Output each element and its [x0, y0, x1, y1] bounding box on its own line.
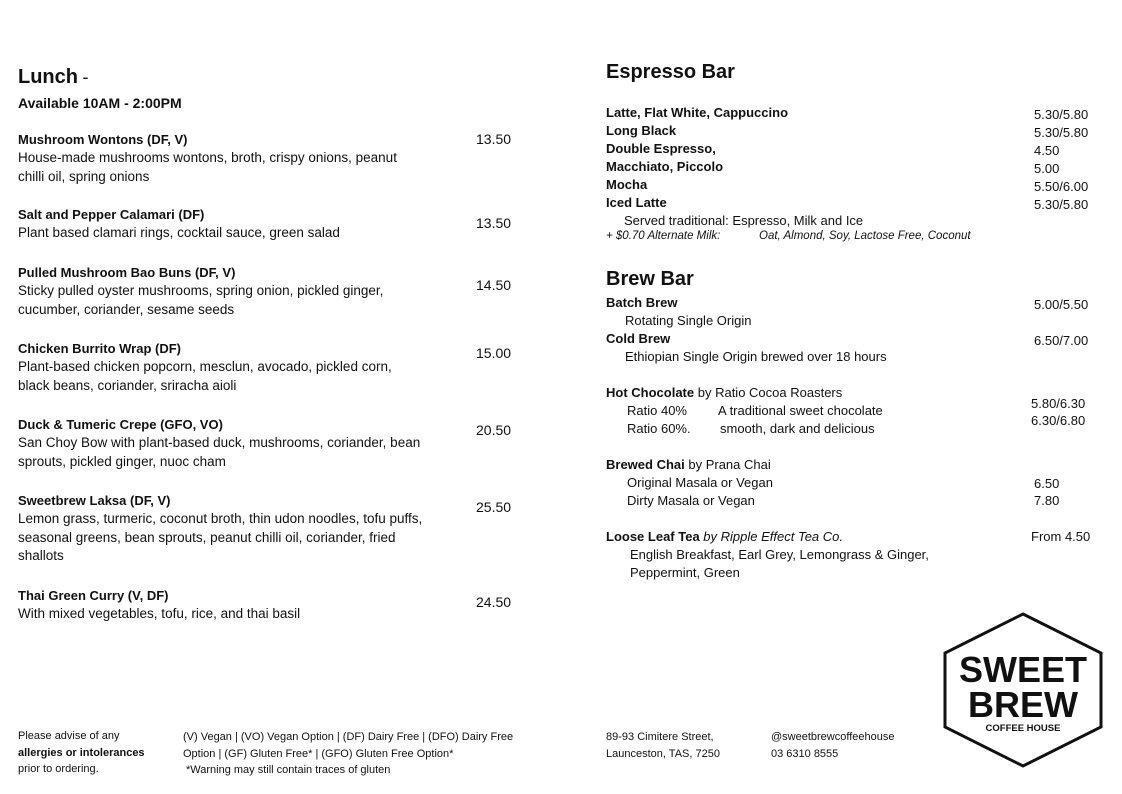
hot-choc-opt1-desc: A traditional sweet chocolate	[718, 403, 883, 418]
chai-by: by Prana Chai	[684, 457, 771, 472]
address-line1: 89-93 Cimitere Street,	[606, 731, 714, 743]
dish-price: 13.50	[476, 215, 512, 231]
iced-note: Served traditional: Espresso, Milk and Ice	[624, 213, 864, 228]
dish-description: Plant-based chicken popcorn, mesclun, avocado, pickled corn,	[18, 359, 392, 374]
chai-opt1-price: 6.50	[1034, 476, 1060, 491]
tea-price: From 4.50	[1031, 529, 1091, 544]
dish-description: black beans, coriander, sriracha aioli	[18, 377, 237, 393]
tea-line2: Peppermint, Green	[630, 565, 740, 580]
dish-description: House-made mushrooms wontons, broth, crispy onions, peanut	[18, 150, 397, 165]
lunch-item	[18, 264, 478, 319]
contact	[771, 729, 894, 762]
dish-description: Plant based clamari rings, cocktail sauce, green salad	[18, 225, 340, 240]
alt-milk-options: Oat, Almond, Soy, Lactose Free, Coconut	[759, 230, 971, 242]
dish-price: 25.50	[476, 499, 512, 515]
espresso-item-name: Double Espresso,	[606, 141, 716, 156]
chai-opt2-price: 7.80	[1034, 493, 1060, 508]
tea-name: Loose Leaf Tea	[606, 529, 700, 544]
hot-choc-opt1-price: 5.80/6.30	[1031, 396, 1086, 411]
lunch-item	[18, 492, 478, 566]
hot-choc-opt2-price: 6.30/6.80	[1031, 413, 1086, 428]
cold-brew-note: Ethiopian Single Origin brewed over 18 hours	[625, 349, 887, 364]
dietary-legend	[183, 729, 513, 779]
espresso-title: Espresso Bar	[606, 61, 735, 83]
hot-chocolate-by: by Ratio Cocoa Roasters	[694, 385, 843, 400]
hot-chocolate-name: Hot Chocolate	[606, 385, 695, 400]
cold-brew-name: Cold Brew	[606, 331, 671, 346]
dish-name: Sweetbrew Laksa (DF, V)	[18, 493, 171, 508]
dish-price: 14.50	[476, 277, 512, 293]
legend-line1: (V) Vegan | (VO) Vegan Option | (DF) Dairy Free | (DFO) Dairy Free	[183, 731, 514, 743]
legend-line3: *Warning may still contain traces of gluten	[186, 764, 391, 776]
lunch-item	[18, 340, 478, 395]
dish-description: shallots	[18, 548, 64, 563]
espresso-item-name: Mocha	[606, 177, 648, 192]
espresso-item-price: 5.50/6.00	[1034, 179, 1089, 194]
dish-description: San Choy Bow with plant-based duck, mushrooms, coriander, bean	[18, 435, 421, 450]
allergy-line2: allergies or intolerances	[18, 746, 145, 759]
sweet-brew-logo	[943, 612, 1103, 768]
chai-opt2: Dirty Masala or Vegan	[627, 493, 755, 508]
lunch-item	[18, 206, 478, 243]
dish-description: Sticky pulled oyster mushrooms, spring onion, pickled ginger,	[18, 283, 384, 298]
espresso-item-price: 5.00	[1034, 161, 1060, 176]
lunch-title: Lunch	[18, 66, 78, 88]
dish-description: chilli oil, spring onions	[18, 168, 150, 184]
hexagon-logo-icon	[943, 612, 1103, 768]
phone-number: 03 6310 8555	[771, 747, 839, 760]
dish-description: Lemon grass, turmeric, coconut broth, thin udon noodles, tofu puffs,	[18, 511, 423, 526]
dish-description: sprouts, pickled ginger, nuoc cham	[18, 453, 226, 469]
lunch-item	[18, 131, 478, 186]
espresso-item-price: 5.30/5.80	[1034, 107, 1089, 122]
hot-choc-opt2-name: Ratio 60%.	[627, 421, 691, 436]
batch-brew-note: Rotating Single Origin	[625, 313, 752, 328]
allergy-line1: Please advise of any	[18, 730, 120, 742]
cold-brew-price: 6.50/7.00	[1034, 333, 1089, 348]
dish-name: Pulled Mushroom Bao Buns (DF, V)	[18, 265, 236, 280]
dish-price: 24.50	[476, 594, 512, 610]
lunch-hours: Available 10AM - 2:00PM	[18, 95, 182, 111]
hot-choc-opt2-desc: smooth, dark and delicious	[720, 421, 875, 436]
lunch-item	[18, 416, 478, 471]
brew-title: Brew Bar	[606, 268, 694, 290]
dish-name: Thai Green Curry (V, DF)	[18, 588, 169, 603]
batch-brew-name: Batch Brew	[606, 295, 678, 310]
espresso-item-name: Iced Latte	[606, 195, 667, 210]
address	[606, 729, 720, 762]
dish-description: seasonal greens, bean sprouts, peanut chilli oil, coriander, fried	[18, 529, 396, 545]
tea-heading	[606, 528, 843, 546]
espresso-item-price: 5.30/5.80	[1034, 197, 1089, 212]
dish-price: 20.50	[476, 422, 512, 438]
lunch-item	[18, 587, 478, 624]
tea-by: by Ripple Effect Tea Co.	[699, 529, 844, 544]
dish-name: Salt and Pepper Calamari (DF)	[18, 207, 205, 222]
logo-word-coffee-house: COFFEE HOUSE	[985, 723, 1061, 734]
lunch-heading	[18, 66, 88, 89]
dish-name: Chicken Burrito Wrap (DF)	[18, 341, 181, 356]
espresso-item-name: Latte, Flat White, Cappuccino	[606, 105, 789, 120]
dish-description: With mixed vegetables, tofu, rice, and thai basil	[18, 606, 301, 621]
logo-word-brew: BREW	[968, 684, 1078, 725]
social-handle: @sweetbrewcoffeehouse	[771, 731, 895, 743]
logo-word-sweet: SWEET	[958, 649, 1088, 690]
tea-line1: English Breakfast, Earl Grey, Lemongrass & Ginger,	[630, 547, 929, 562]
dish-name: Duck & Tumeric Crepe (GFO, VO)	[18, 417, 223, 432]
allergy-notice	[18, 728, 145, 778]
dish-description: cucumber, coriander, sesame seeds	[18, 301, 235, 317]
lunch-dash: -	[82, 67, 89, 87]
chai-name: Brewed Chai	[606, 457, 685, 472]
espresso-item-name: Macchiato, Piccolo	[606, 159, 724, 174]
hot-choc-opt1-name: Ratio 40%	[627, 403, 687, 418]
espresso-item-price: 4.50	[1034, 143, 1060, 158]
espresso-item-name: Long Black	[606, 123, 677, 138]
allergy-line3: prior to ordering.	[18, 763, 99, 775]
chai-heading	[606, 456, 771, 474]
dish-price: 13.50	[476, 131, 512, 147]
chai-opt1: Original Masala or Vegan	[627, 475, 773, 490]
dish-price: 15.00	[476, 345, 512, 361]
dish-name: Mushroom Wontons (DF, V)	[18, 132, 188, 147]
batch-brew-price: 5.00/5.50	[1034, 297, 1089, 312]
alt-milk-label: + $0.70 Alternate Milk:	[606, 230, 721, 242]
address-line2: Launceston, TAS, 7250	[606, 747, 720, 760]
hot-chocolate-heading	[606, 384, 842, 402]
legend-line2: Option | (GF) Gluten Free* | (GFO) Gluten Free Option*	[183, 747, 454, 760]
espresso-item-price: 5.30/5.80	[1034, 125, 1089, 140]
